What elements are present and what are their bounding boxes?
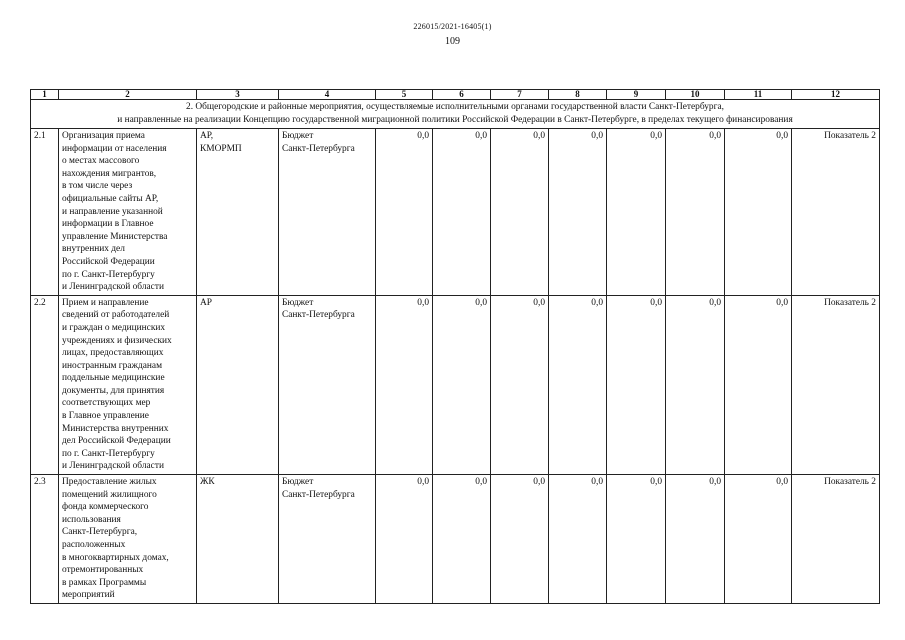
value-cell: 0,0 (607, 475, 666, 604)
activity-name-line: Предоставление жилых (62, 477, 157, 488)
column-number: 1 (31, 90, 59, 100)
value-cell: 0,0 (376, 295, 433, 474)
activity-name-line: иностранным гражданам (62, 360, 162, 371)
activity-name-line: Российской Федерации (62, 256, 155, 267)
section-title-line: 2. Общегородские и районные мероприятия, осуществляемые исполнительными органами государственной власти Санкт-Петербурга, (186, 102, 724, 112)
activity-name-line: информации в Главное (62, 219, 154, 230)
activity-name-line: в рамках Программы (62, 577, 147, 588)
value-cell: 0,0 (725, 129, 792, 296)
activity-name (59, 129, 197, 296)
indicator-cell: Показатель 2 (792, 129, 880, 296)
activity-name-line: о местах массового (62, 156, 140, 167)
column-number: 11 (725, 90, 792, 100)
activity-name (59, 475, 197, 604)
value-cell: 0,0 (549, 295, 607, 474)
funding-source-line: Бюджет (282, 131, 314, 141)
executor-line: АР, (200, 131, 214, 141)
value-cell: 0,0 (549, 129, 607, 296)
funding-source (279, 475, 376, 604)
value-cell: 0,0 (491, 475, 549, 604)
activity-name-line: и граждан о медицинских (62, 322, 166, 333)
column-number: 9 (607, 90, 666, 100)
row-number: 2.2 (31, 295, 59, 474)
activity-name-line: учреждениях и физических (62, 335, 172, 346)
row-number: 2.3 (31, 475, 59, 604)
column-number-row (31, 90, 880, 100)
document-id: 226015/2021-16405(1) (413, 22, 492, 31)
executor-line: ЖК (200, 477, 215, 488)
column-number: 5 (376, 90, 433, 100)
program-table (30, 89, 880, 604)
table-row (31, 295, 880, 474)
executor (197, 295, 279, 474)
funding-source-line: Санкт-Петербурга (282, 310, 355, 321)
activity-name-line: Прием и направление (62, 297, 149, 308)
value-cell: 0,0 (725, 295, 792, 474)
activity-name-line: Организация приема (62, 131, 145, 141)
column-number: 10 (666, 90, 725, 100)
activity-name-line: и Ленинградской области (62, 461, 164, 472)
funding-source (279, 295, 376, 474)
value-cell: 0,0 (491, 295, 549, 474)
section-title-row (31, 100, 880, 129)
funding-source-line: Санкт-Петербурга (282, 143, 355, 154)
section-title (31, 100, 880, 129)
activity-name-line: Санкт-Петербурга, (62, 527, 138, 538)
activity-name-line: официальные сайты АР, (62, 193, 159, 204)
activity-name-line: информации от населения (62, 143, 167, 154)
activity-name-line: документы, для принятия (62, 385, 165, 396)
value-cell: 0,0 (725, 475, 792, 604)
value-cell: 0,0 (607, 295, 666, 474)
table-row (31, 129, 880, 296)
activity-name-line: управление Министерства (62, 231, 168, 242)
funding-source-line: Бюджет (282, 297, 314, 308)
row-number: 2.1 (31, 129, 59, 296)
activity-name-line: соответствующих мер (62, 398, 151, 409)
value-cell: 0,0 (433, 475, 491, 604)
activity-name-line: по г. Санкт-Петербургу (62, 448, 155, 459)
executor (197, 129, 279, 296)
activity-name-line: по г. Санкт-Петербургу (62, 269, 155, 280)
column-number: 3 (197, 90, 279, 100)
activity-name-line: внутренних дел (62, 244, 125, 255)
value-cell: 0,0 (607, 129, 666, 296)
value-cell: 0,0 (491, 129, 549, 296)
activity-name-line: в Главное управление (62, 411, 149, 422)
indicator-cell: Показатель 2 (792, 475, 880, 604)
column-number: 2 (59, 90, 197, 100)
table-row (31, 475, 880, 604)
column-number: 6 (433, 90, 491, 100)
funding-source (279, 129, 376, 296)
activity-name-line: сведений от работодателей (62, 310, 170, 321)
column-number: 4 (279, 90, 376, 100)
activity-name-line: отремонтированных (62, 565, 144, 576)
activity-name-line: помещений жилищного (62, 489, 157, 500)
value-cell: 0,0 (666, 475, 725, 604)
activity-name-line: и направление указанной (62, 206, 163, 217)
executor-line: КМОРМП (200, 143, 242, 154)
section-title-line: и направленные на реализации Концепцию государственной миграционной политики Российской Федерации в Санкт-Петербурге, в пределах текущего финансирования (117, 115, 793, 125)
activity-name (59, 295, 197, 474)
activity-name-line: нахождения мигрантов, (62, 168, 157, 179)
funding-source-line: Бюджет (282, 477, 314, 488)
activity-name-line: в многоквартирных домах, (62, 552, 169, 563)
activity-name-line: и Ленинградской области (62, 282, 164, 293)
activity-name-line: поддельные медицинские (62, 373, 165, 384)
column-number: 8 (549, 90, 607, 100)
value-cell: 0,0 (433, 129, 491, 296)
activity-name-line: Министерства внутренних (62, 423, 169, 434)
funding-source-line: Санкт-Петербурга (282, 489, 355, 500)
value-cell: 0,0 (549, 475, 607, 604)
value-cell: 0,0 (666, 295, 725, 474)
activity-name-line: мероприятий (62, 590, 115, 601)
value-cell: 0,0 (376, 475, 433, 604)
value-cell: 0,0 (376, 129, 433, 296)
activity-name-line: лицах, предоставляющих (62, 348, 164, 359)
activity-name-line: фонда коммерческого (62, 502, 149, 513)
activity-name-line: расположенных (62, 540, 126, 550)
indicator-cell: Показатель 2 (792, 295, 880, 474)
value-cell: 0,0 (666, 129, 725, 296)
column-number: 12 (792, 90, 880, 100)
value-cell: 0,0 (433, 295, 491, 474)
executor-line: АР (200, 297, 212, 308)
column-number: 7 (491, 90, 549, 100)
executor (197, 475, 279, 604)
activity-name-line: в том числе через (62, 181, 133, 192)
activity-name-line: дел Российской Федерации (62, 436, 171, 447)
activity-name-line: использования (62, 514, 121, 525)
page-number: 109 (445, 36, 460, 47)
